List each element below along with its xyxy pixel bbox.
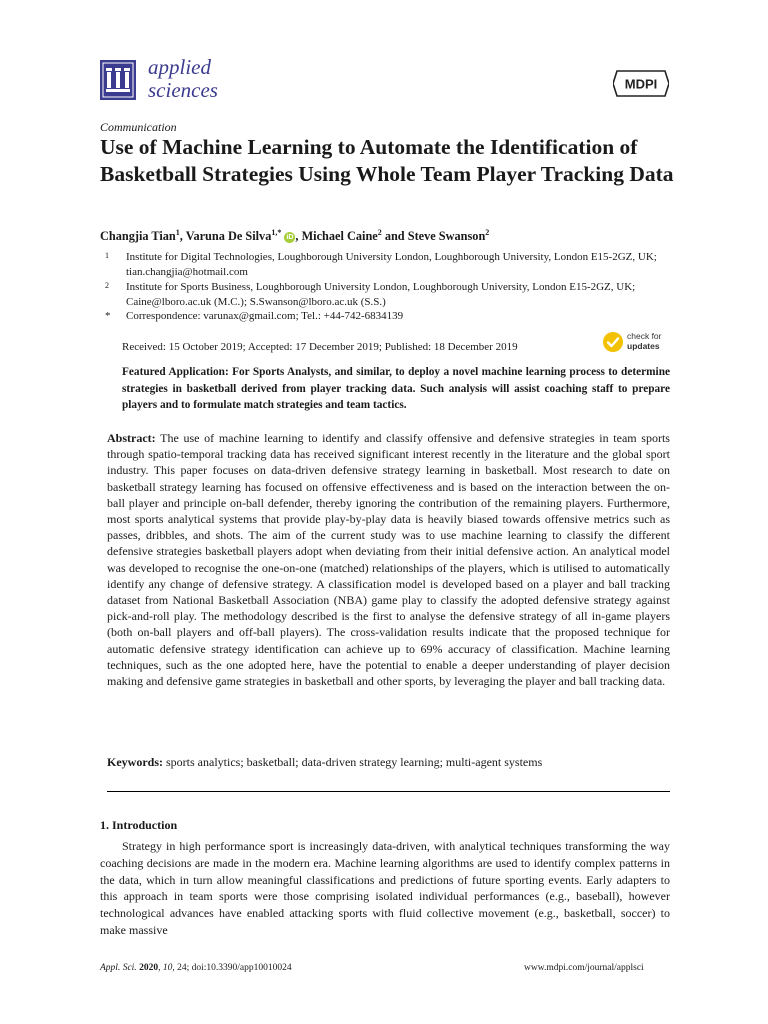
mdpi-logo	[613, 69, 669, 98]
affiliation	[100, 280, 660, 310]
affiliation-text: Institute for Sports Business, Loughborough University London, Loughborough University, London E15-2GZ, UK; Caine@lboro.ac.uk (M.C.); S.Swanson@lboro.ac.uk (S.S.)	[126, 281, 636, 308]
abstract-label: Abstract:	[107, 431, 156, 445]
author-name: Michael Caine	[301, 229, 378, 244]
keywords-label: Keywords:	[107, 755, 163, 769]
check-updates-icon	[602, 331, 624, 353]
correspondence-text: Correspondence: varunax@gmail.com; Tel.: +44-742-6834139	[126, 310, 404, 322]
author-name: Changjia Tian	[100, 229, 176, 244]
affiliation-mark: 1	[105, 251, 109, 260]
abstract-text: The use of machine learning to identify and classify offensive and defensive strategies in team sports through spatio-temporal tracking data has received significant interest recently in the literature and the global sport industry. This paper focuses on data-driven defensive strategy learning in basketball. Most research to date on basketball strategy learning has focused on offensive effectiveness and is based on the interaction between the on-ball player and principle on-ball defender, thereby ignoring the contribution of the remaining players. Furthermore, most sports analytical systems that provide play-by-play data is heavily biased towards offensive metrics such as passes, dribbles, and shots. The aim of the current study was to use machine learning to classify the different defensive strategies basketball players adopt when deviating from their initial defensive action. An analytical model was developed to recognise the one-on-one (matched) relationships of the players, which is utilised to automatically identify any change of defensive strategy. A classification model is developed based on a player and ball tracking dataset from National Basketball Association (NBA) game play to classify the adopted defensive strategy against pick-and-roll play. The methodology described is the first to analyse the defensive strategy of all in-game players (both on-ball players and off-ball players). The cross-validation results indicate that the proposed technique for automatic defensive strategy identification can achieve up to 69% accuracy of classification. Machine learning techniques, such as the one adopted here, have the potential to enable a deeper understanding of player decision making and defensive game strategies in basketball and other sports, by leveraging the player and ball tracking data.	[107, 431, 670, 689]
author-name: Steve Swanson	[407, 229, 486, 244]
author-affil-mark: 2	[377, 228, 382, 237]
keywords-text: sports analytics; basketball; data-driven strategy learning; multi-agent systems	[166, 755, 543, 769]
author-separator: ,	[295, 229, 302, 244]
journal-logo-icon	[100, 60, 136, 100]
footer-journal-abbrev: Appl. Sci.	[100, 963, 137, 973]
check-for-updates-button[interactable]	[602, 331, 672, 355]
featured-application: Featured Application: For Sports Analysts, and similar, to deploy a novel machine learning process to determine strategies in basketball derived from player tracking data. Such analysis will assist coaching staff to prepare players and to formulate match strategies and team tactics.	[122, 366, 670, 411]
correspondence-mark: *	[105, 310, 111, 322]
mdpi-logo-text: MDPI	[624, 76, 658, 92]
journal-name-line1: applied	[148, 55, 211, 79]
check-updates-line1: check for	[627, 331, 662, 341]
author-affil-mark: 1	[175, 228, 180, 237]
author-affil-mark: 2	[485, 228, 490, 237]
check-updates-line2: updates	[627, 340, 660, 351]
correspondence	[100, 309, 660, 324]
keywords	[107, 755, 670, 770]
abstract	[107, 430, 670, 689]
author-separator: and	[381, 229, 408, 244]
footer-citation: Appl. Sci. 2020, 10, 24; doi:10.3390/app10010024	[100, 963, 292, 973]
paper-title: Use of Machine Learning to Automate the Identification of Basketball Strategies Using Whole Team Player Tracking Data	[100, 135, 674, 186]
article-type: Communication	[100, 120, 177, 134]
publication-dates: Received: 15 October 2019; Accepted: 17 December 2019; Published: 18 December 2019	[122, 341, 518, 353]
footer-rest: , 24; doi:10.3390/app10010024	[172, 963, 292, 973]
footer-url[interactable]: www.mdpi.com/journal/applsci	[524, 963, 644, 973]
orcid-icon[interactable]: iD	[286, 234, 294, 242]
footer-year: 2020	[139, 963, 159, 973]
author-separator: ,	[179, 229, 186, 244]
author-name: Varuna De Silva	[185, 229, 272, 244]
intro-paragraph: Strategy in high performance sport is increasingly data-driven, with analytical techniques transforming the way coaching decisions are made in the modern era. Machine learning algorithms are used to identify complex patterns in the data, which in turn allow meaningful classifications and predictions of future sporting events. Early adapters to this approach in team sports were those comprising isolated individual performances (e.g., baseball), however technological advances have enabled attacking sports with fluid collective movement (e.g., basketball, soccer) to make massive	[100, 839, 670, 937]
author-affil-mark: 1,*	[271, 228, 282, 237]
footer-volume: 10	[162, 963, 173, 973]
section-divider	[107, 791, 670, 792]
affiliation-mark: 2	[105, 281, 109, 290]
affiliation	[100, 250, 660, 280]
journal-name	[148, 56, 218, 102]
journal-name-line2: sciences	[148, 78, 218, 102]
author-list	[100, 228, 489, 244]
section-heading: 1. Introduction	[100, 818, 178, 832]
affiliation-text: Institute for Digital Technologies, Loughborough University London, Loughborough University, London E15-2GZ, UK; tian.changjia@hotmail.com	[126, 251, 657, 278]
